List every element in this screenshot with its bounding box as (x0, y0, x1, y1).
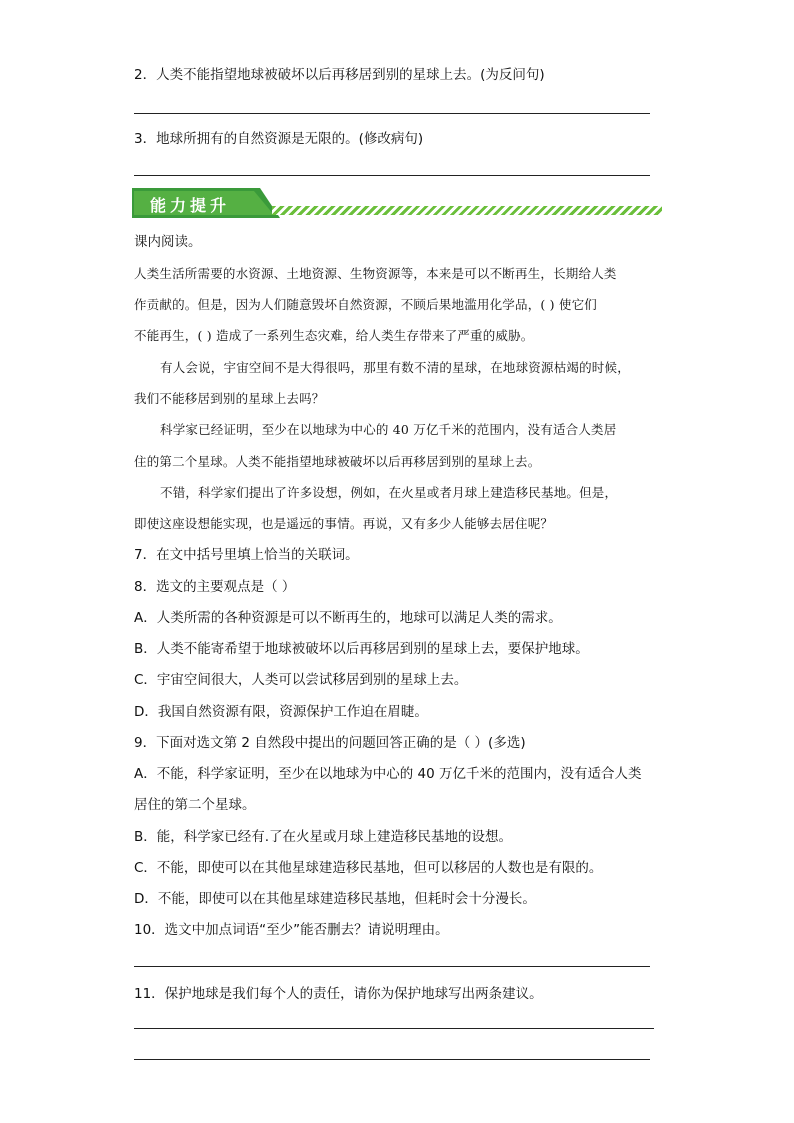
answer-line-q10[interactable] (134, 966, 650, 967)
passage-line: 人类生活所需要的水资源、土地资源、生物资源等，本来是可以不断再生，长期给人类 (134, 266, 617, 281)
question-9: 9．下面对选文第 2 自然段中提出的问题回答正确的是（ ）(多选) (134, 735, 526, 751)
q8-option-a[interactable]: A．人类所需的各种资源是可以不断再生的，地球可以满足人类的需求。 (134, 610, 562, 626)
reading-intro: 课内阅读。 (134, 234, 202, 250)
passage-line: 作贡献的。但是，因为人们随意毁坏自然资源，不顾后果地滥用化学品，( ) 使它们 (134, 297, 598, 312)
passage-line: 住的第二个星球。人类不能指望地球被破坏以后再移居到别的星球上去。 (134, 454, 541, 469)
passage-line: 我们不能移居到别的星球上去吗？ (134, 391, 325, 406)
question-10: 10．选文中加点词语“至少”能否删去？请说明理由。 (134, 922, 449, 938)
banner-stripe (272, 206, 662, 215)
q9-option-a[interactable]: A．不能，科学家证明，至少在以地球为中心的 40 万亿千米的范围内，没有适合人类 (134, 766, 642, 782)
q9-option-c[interactable]: C．不能，即使可以在其他星球建造移民基地，但可以移居的人数也是有限的。 (134, 860, 603, 876)
q9-option-d[interactable]: D．不能，即使可以在其他星球建造移民基地，但耗时会十分漫长。 (134, 891, 536, 907)
answer-line-q2[interactable] (134, 113, 650, 114)
answer-line-q3[interactable] (134, 175, 650, 176)
question-7: 7．在文中括号里填上恰当的关联词。 (134, 547, 359, 563)
passage-line: 不错，科学家们提出了许多设想，例如，在火星或者月球上建造移民基地。但是， (160, 485, 618, 500)
passage-line: 有人会说，宇宙空间不是大得很吗，那里有数不清的星球，在地球资源枯竭的时候， (160, 360, 630, 375)
section-title: 能力提升 (150, 196, 231, 215)
section-banner (132, 188, 662, 218)
passage-line: 即使这座设想能实现，也是遥远的事情。再说，又有多少人能够去居住呢？ (134, 516, 554, 531)
question-2: 2．人类不能指望地球被破坏以后再移居到别的星球上去。(为反问句) (134, 67, 545, 83)
q9-option-b[interactable]: B．能，科学家已经有.了在火星或月球上建造移民基地的设想。 (134, 829, 513, 845)
question-3: 3．地球所拥有的自然资源是无限的。(修改病句) (134, 131, 424, 147)
q8-option-b[interactable]: B．人类不能寄希望于地球被破坏以后再移居到别的星球上去，要保护地球。 (134, 641, 589, 657)
answer-line-q11-1[interactable] (134, 1028, 654, 1029)
q9-option-a-continued: 居住的第二个星球。 (134, 797, 256, 813)
question-8: 8．选文的主要观点是（ ） (134, 579, 296, 595)
answer-line-q11-2[interactable] (134, 1059, 650, 1060)
passage-line: 不能再生，( ) 造成了一系列生态灾难，给人类生存带来了严重的威胁。 (134, 328, 534, 343)
q8-option-c[interactable]: C．宇宙空间很大，人类可以尝试移居到别的星球上去。 (134, 672, 468, 688)
passage-line: 科学家已经证明，至少在以地球为中心的 40 万亿千米的范围内，没有适合人类居 (160, 422, 617, 437)
question-11: 11．保护地球是我们每个人的责任，请你为保护地球写出两条建议。 (134, 986, 543, 1002)
q8-option-d[interactable]: D．我国自然资源有限，资源保护工作迫在眉睫。 (134, 704, 428, 720)
